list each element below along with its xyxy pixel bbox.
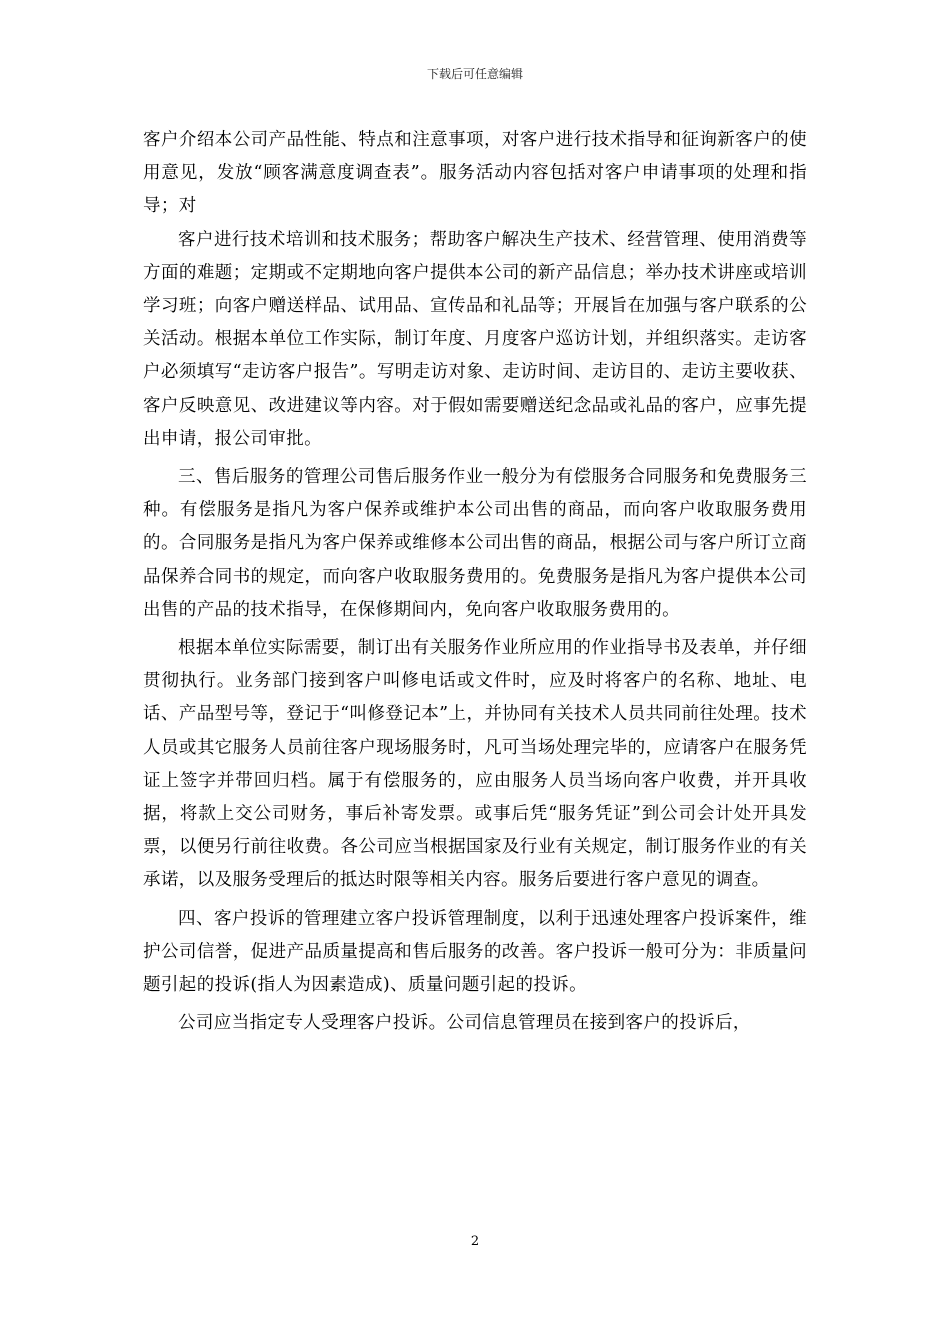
document-body — [143, 124, 807, 1040]
paragraph-client-introduction: 客户介绍本公司产品性能、特点和注意事项，对客户进行技术指导和征询新客户的使用意见，发放“顾客满意度调查表”。服务活动内容包括对客户申请事项的处理和指导；对 — [143, 130, 807, 217]
paragraph-service-procedures: 根据本单位实际需要，制订出有关服务作业所应用的作业指导书及表单，并仔细贯彻执行。业务部门接到客户叫修电话或文件时，应及时将客户的名称、地址、电话、产品型号等，登记于“叫修登记本”上，并协同有关技术人员共同前往处理。技术人员或其它服务人员前往客户现场服务时，凡可当场处理完毕的，应请客户在服务凭证上签字并带回归档。属于有偿服务的，应由服务人员当场向客户收费，并开具收据，将款上交公司财务，事后补寄发票。或事后凭“服务凭证”到公司会计处开具发票，以便另行前往收费。各公司应当根据国家及行业有关规定，制订服务作业的有关承诺，以及服务受理后的抵达时限等相关内容。服务后要进行客户意见的调查。 — [143, 638, 807, 891]
paragraph-complaint-management: 四、客户投诉的管理建立客户投诉管理制度，以利于迅速处理客户投诉案件，维护公司信誉，促进产品质量提高和售后服务的改善。客户投诉一般可分为：非质量问题引起的投诉(指人为因素造成)、质量问题引起的投诉。 — [143, 908, 807, 996]
paragraph-complaint-handler: 公司应当指定专人受理客户投诉。公司信息管理员在接到客户的投诉后， — [178, 1013, 751, 1034]
page-header: 下载后可任意编辑 — [426, 67, 523, 81]
paragraph-after-sales-management: 三、售后服务的管理公司售后服务作业一般分为有偿服务合同服务和免费服务三种。有偿服务是指凡为客户保养或维护本公司出售的商品，而向客户收取服务费用的。合同服务是指凡为客户保养或维修本公司出售的商品，根据公司与客户所订立商品保养合同书的规定，而向客户收取服务费用的。免费服务是指凡为客户提供本公司出售的产品的技术指导，在保修期间内，免向客户收取服务费用的。 — [143, 467, 807, 620]
paragraph-technical-training: 客户进行技术培训和技术服务；帮助客户解决生产技术、经营管理、使用消费等方面的难题；定期或不定期地向客户提供本公司的新产品信息；举办技术讲座或培训学习班；向客户赠送样品、试用品、宣传品和礼品等；开展旨在加强与客户联系的公关活动。根据本单位工作实际，制订年度、月度客户巡访计划，并组织落实。走访客户必须填写“走访客户报告”。写明走访对象、走访时间、走访目的、走访主要收获、客户反映意见、改进建议等内容。对于假如需要赠送纪念品或礼品的客户，应事先提出申请，报公司审批。 — [143, 229, 807, 449]
page-number: 2 — [470, 1234, 480, 1249]
